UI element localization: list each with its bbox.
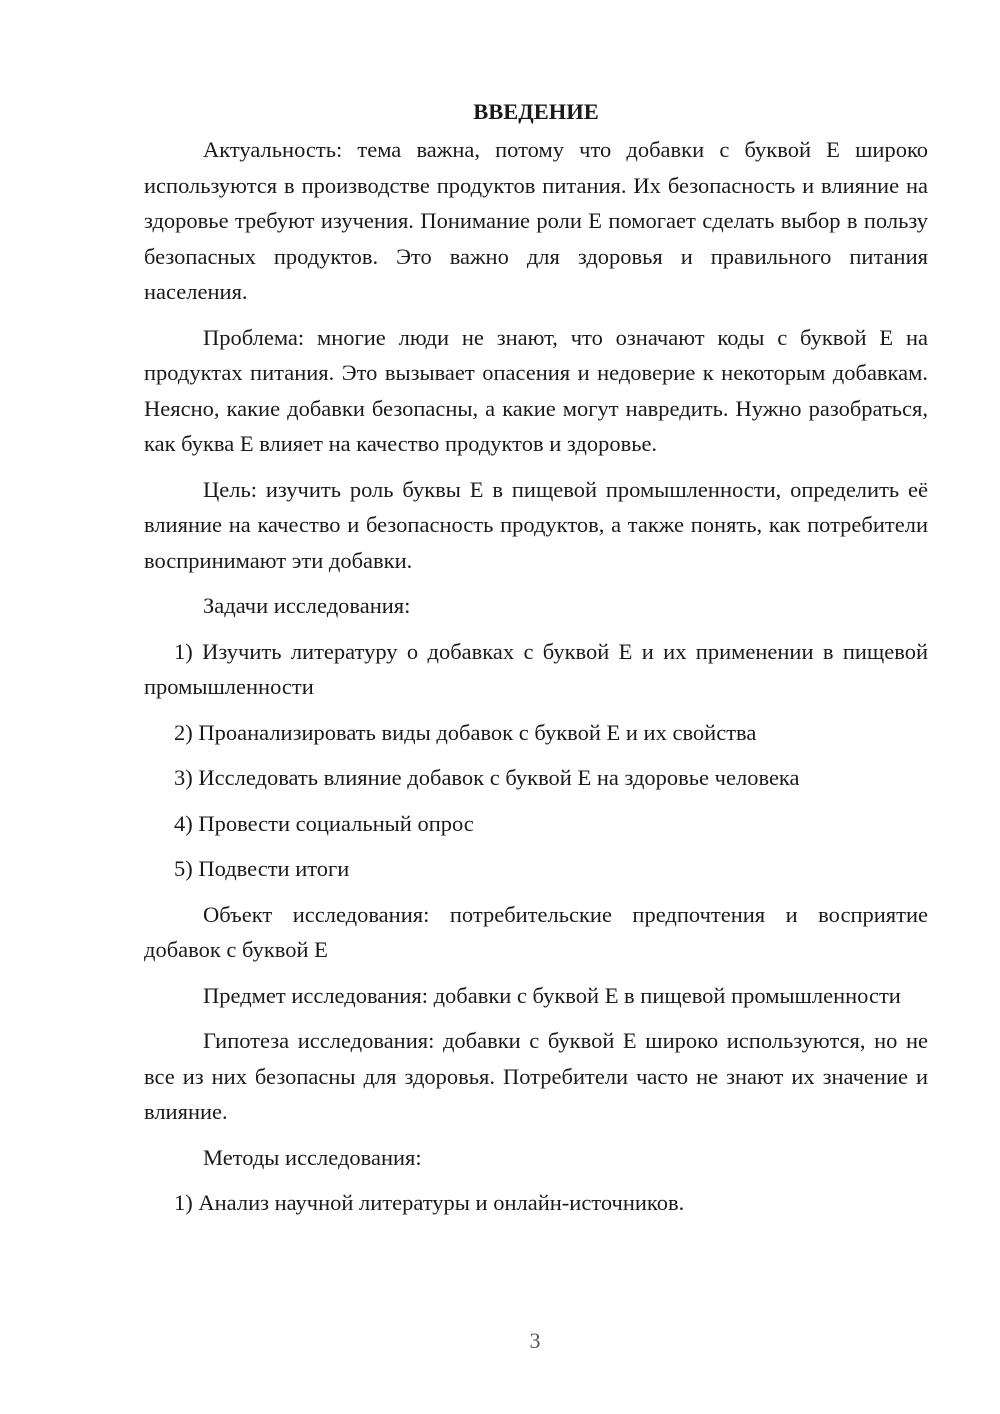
task-item: 1) Изучить литературу о добавках с буквой Е и их применении в пищевой промышленности [144,638,928,699]
subject-paragraph: Предмет исследования: добавки с буквой Е в пищевой промышленности [203,982,901,1008]
relevance-paragraph: Актуальность: тема важна, потому что добавки с буквой Е широко используются в производстве продуктов питания. Их безопасность и влияние на здоровье требуют изучения. Понимание роли Е помогает сделать выбор в пользу безопасных продуктов. Это важно для здоровья и правильного питания населения. [144,137,928,304]
method-item: 1) Анализ научной литературы и онлайн-источников. [174,1190,685,1215]
task-item: 5) Подвести итоги [174,856,350,881]
page-number: 3 [529,1328,541,1353]
page-content [144,94,928,1231]
tasks-title: Задачи исследования: [203,593,411,618]
task-item: 2) Проанализировать виды добавок с буквой Е и их свойства [174,719,757,745]
object-paragraph: Объект исследования: потребительские предпочтения и восприятие добавок с буквой Е [144,901,928,962]
task-item: 3) Исследовать влияние добавок с буквой Е на здоровье человека [174,765,800,790]
goal-paragraph: Цель: изучить роль буквы Е в пищевой промышленности, определить её влияние на качество и безопасность продуктов, а также понять, как потребители воспринимают эти добавки. [144,476,928,573]
task-item: 4) Провести социальный опрос [174,810,474,836]
hypothesis-paragraph: Гипотеза исследования: добавки с буквой Е широко используются, но не все из них безопасны для здоровья. Потребители часто не знают их значение и влияние. [144,1028,928,1124]
problem-paragraph: Проблема: многие люди не знают, что означают коды с буквой Е на продуктах питания. Это вызывает опасения и недоверие к некоторым добавкам. Неясно, какие добавки безопасны, а какие могут навредить. Нужно разобраться, как буква Е влияет на качество продуктов и здоровье. [144,324,928,456]
methods-title: Методы исследования: [203,1144,422,1170]
section-heading: ВВЕДЕНИЕ [473,99,599,124]
